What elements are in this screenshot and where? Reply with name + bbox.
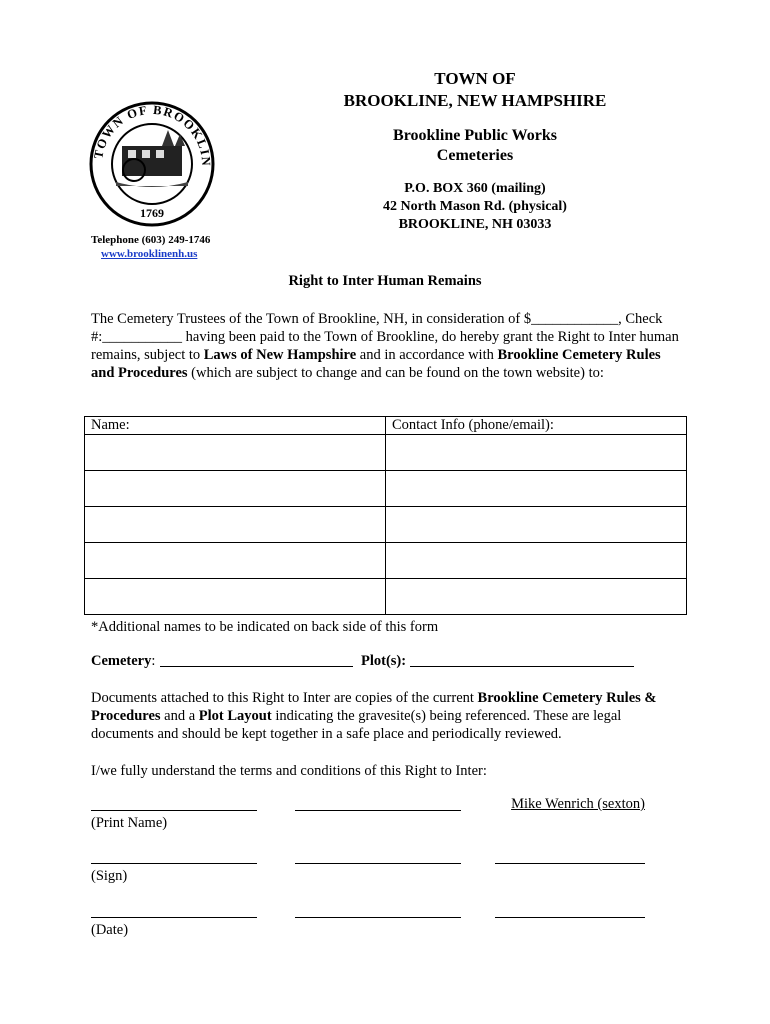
- plot-field[interactable]: [410, 666, 634, 667]
- contact-column-header: Contact Info (phone/email):: [386, 417, 687, 435]
- name-cell[interactable]: [85, 543, 386, 579]
- name-cell[interactable]: [85, 507, 386, 543]
- table-header-row: [85, 417, 687, 435]
- contact-cell[interactable]: [386, 543, 687, 579]
- table-row: [85, 543, 687, 579]
- contact-cell[interactable]: [386, 435, 687, 471]
- name-column-header: Name:: [85, 417, 386, 435]
- department-name: Brookline Public Works: [393, 127, 557, 144]
- date-label: (Date): [91, 922, 129, 938]
- town-heading: TOWN OF: [434, 69, 516, 88]
- sign-line-2[interactable]: [295, 863, 461, 864]
- understand-statement: I/we fully understand the terms and conditions of this Right to Inter:: [91, 763, 487, 779]
- contact-cell[interactable]: [386, 471, 687, 507]
- table-row: [85, 471, 687, 507]
- mailing-address: P.O. BOX 360 (mailing): [404, 181, 546, 196]
- physical-address: 42 North Mason Rd. (physical): [383, 199, 567, 214]
- recipients-table: [84, 416, 687, 615]
- print-name-line-2[interactable]: [295, 810, 461, 811]
- name-cell[interactable]: [85, 579, 386, 615]
- print-name-line-1[interactable]: [91, 810, 257, 811]
- table-row: [85, 507, 687, 543]
- name-cell[interactable]: [85, 435, 386, 471]
- seal-year: 1769: [140, 206, 164, 220]
- town-seal: [88, 100, 216, 228]
- contact-cell[interactable]: [386, 507, 687, 543]
- print-name-label: (Print Name): [91, 815, 168, 831]
- table-row: [85, 435, 687, 471]
- table-row: [85, 579, 687, 615]
- date-line-1[interactable]: [91, 917, 257, 918]
- sexton-name: Mike Wenrich (sexton): [511, 796, 645, 812]
- sign-label: (Sign): [91, 868, 128, 884]
- division-name: Cemeteries: [436, 147, 514, 164]
- contact-cell[interactable]: [386, 579, 687, 615]
- date-line-2[interactable]: [295, 917, 461, 918]
- document-title: Right to Inter Human Remains: [288, 273, 482, 289]
- website-link[interactable]: www.brooklinenh.us: [101, 248, 198, 260]
- name-cell[interactable]: [85, 471, 386, 507]
- city-address: BROOKLINE, NH 03033: [398, 217, 552, 232]
- sign-line-1[interactable]: [91, 863, 257, 864]
- documents-paragraph: Documents attached to this Right to Inter are copies of the current Brookline Cemetery Rules & Procedures and a Plot Layout indicating the gravesite(s) being referenced. These are legal documents and should be kept together in a safe place and periodically reviewed.: [91, 690, 657, 742]
- town-name: BROOKLINE, NEW HAMPSHIRE: [343, 91, 607, 110]
- intro-paragraph: The Cemetery Trustees of the Town of Brookline, NH, in consideration of $____________, Check #:___________ having been paid to the Town of Brookline, do hereby grant the Right to Inter human remains, subject to Laws of New Hampshire and in accordance with Brookline Cemetery Rules and Procedures (which are subject to change and can be found on the town website) to:: [91, 311, 679, 381]
- plot-label: Plot(s):: [361, 653, 407, 669]
- sign-line-3[interactable]: [495, 863, 645, 864]
- seal-graphic: [88, 100, 216, 228]
- cemetery-field[interactable]: [160, 666, 353, 667]
- date-line-3[interactable]: [495, 917, 645, 918]
- telephone: Telephone (603) 249-1746: [91, 234, 211, 246]
- additional-names-note: *Additional names to be indicated on back side of this form: [91, 619, 439, 635]
- cemetery-label: Cemetery:: [91, 653, 156, 669]
- seal-text: TOWN OF BROOKLIN: [91, 102, 214, 168]
